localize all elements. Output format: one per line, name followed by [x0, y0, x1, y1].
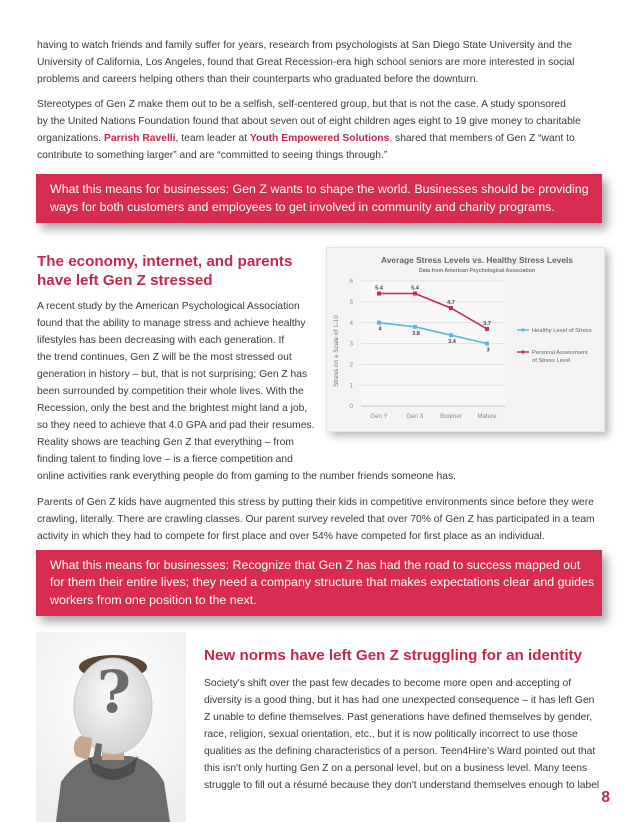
text-line: Parents of Gen Z kids have augmented this stress by putting their kids in competitive environments since before they were — [37, 497, 594, 508]
text-line: A recent study by the American Psychological Association — [37, 301, 300, 312]
text-line: University of California, Los Angeles, found that Great Recession-era high school seniors are more interested in social — [37, 57, 575, 68]
chart-data-label: 3.4 — [448, 339, 456, 346]
chart-y-tick-label: 4 — [349, 319, 353, 327]
callout-line: What this means for businesses: Recognize that Gen Z has had the road to success mapped out — [50, 557, 581, 572]
text-line — [37, 130, 575, 147]
text-line: by the United Nations Foundation found that about seven out of eight children ages eight to 19 give money to charitable — [37, 116, 581, 127]
text-line: online activities rank everything people do from gaming to the number friends someone has. — [37, 471, 456, 482]
text-line: Stereotypes of Gen Z make them out to be a selfish, self-centered group, but that is not the case. A study sponsored — [37, 99, 566, 110]
text-line: Recession, only the best and the brightest might land a job, — [37, 403, 308, 414]
text-line: activity in which they had to compete for first place and over 54% have competed for first place as an individual. — [37, 531, 545, 542]
chart-y-axis-label: Stress on a Scale of 1-10 — [333, 315, 340, 387]
text-line: been surrounded by competition their whole lives. With the — [37, 386, 304, 397]
callout-text — [50, 557, 594, 610]
chart-data-point — [413, 325, 417, 329]
chart-plot-area — [350, 278, 592, 420]
text-line: generation in history – but, that is not surprising; Gen Z has — [37, 369, 308, 380]
callout-line: workers from one position to the next. — [50, 592, 257, 607]
chart-legend-label: Personal Assessment of Stress Level — [532, 350, 588, 364]
chart-data-point — [485, 327, 489, 331]
text-line: diversity is a good thing, but it has had one unexpected consequence – it has left Gen — [204, 695, 595, 706]
stress-chart-svg — [327, 248, 604, 431]
text-line: contribute to something larger” and are “committed to seeing things through.” — [37, 150, 388, 161]
chart-legend-label: Healthy Level of Stress — [532, 328, 592, 334]
chart-data-point — [449, 333, 453, 337]
chart-y-tick-label: 1 — [349, 382, 353, 390]
callout-line: What this means for businesses: Gen Z wants to shape the world. Businesses should be providing — [50, 181, 589, 196]
stress-chart — [326, 247, 605, 432]
chart-data-label: 5.4 — [375, 285, 383, 292]
text-segment: organizations. — [37, 133, 104, 144]
callout-text — [50, 181, 589, 216]
callout-line: for them their entire lives; they need a company structure that makes expectations clear and guides — [50, 575, 595, 590]
text-line: so they need to achieve that 4.0 GPA and pad their resumes. — [37, 420, 315, 431]
chart-y-tick-label: 2 — [349, 361, 353, 369]
chart-subtitle: Data from American Psychological Association — [418, 268, 536, 274]
chart-data-point — [377, 321, 381, 325]
chart-y-tick-label: 0 — [349, 403, 353, 411]
chart-y-tick-label: 6 — [349, 278, 353, 286]
text-segment: , team leader at — [175, 133, 250, 144]
callout-line: ways for both customers and employees to get involved in community and charity programs. — [50, 199, 555, 214]
chart-x-tick-label: Gen X — [406, 413, 424, 420]
chart-y-tick-label: 5 — [349, 299, 353, 307]
chart-data-label: 5.4 — [411, 285, 419, 292]
chart-data-label: 3.8 — [412, 330, 420, 337]
chart-x-tick-label: Mature — [477, 413, 497, 420]
text-line: finding talent to finding love – is a fierce competition and — [37, 454, 293, 465]
chart-data-label: 3 — [486, 347, 490, 354]
text-line: Z unable to define themselves. Past generations have defined themselves by gender, — [204, 712, 593, 723]
chart-data-point — [485, 342, 489, 346]
text-line: Reality shows are teaching Gen Z that everything – from — [37, 437, 294, 448]
callout-box — [36, 550, 602, 616]
chart-y-tick-label: 3 — [349, 340, 353, 348]
organization-name: Youth Empowered Solutions — [249, 133, 390, 144]
chart-legend-marker — [522, 329, 525, 332]
question-mark-glyph: ? — [97, 658, 131, 726]
text-line: this isn't only hurting Gen Z on a personal level, but on a business level. Many teens — [204, 763, 588, 774]
chart-x-tick-label: Boomer — [440, 413, 462, 420]
callout-box — [36, 174, 602, 223]
text-line: race, religion, sexual orientation, etc., but it is now politically incorrect to use those — [204, 729, 578, 740]
text-line: struggle to fill out a résumé because they don't understand themselves enough to label — [204, 780, 600, 791]
chart-legend-marker — [522, 351, 525, 354]
chart-data-point — [413, 292, 417, 296]
section-heading: New norms have left Gen Z struggling for an identity — [204, 647, 583, 664]
chart-x-tick-label: Gen Y — [370, 413, 388, 420]
chart-data-label: 3.7 — [483, 320, 491, 327]
text-line: the trend continues, Gen Z will be the most stressed out — [37, 352, 292, 363]
heading-line: The economy, internet, and parents — [37, 253, 293, 270]
text-line: qualities as the defining characteristics of a person. Teen4Hire's Ward pointed out that — [204, 746, 596, 757]
chart-data-label: 4.7 — [447, 300, 455, 307]
text-line: problems and careers helping others than their counterparts who graduated before the downturn. — [37, 74, 479, 85]
chart-data-label: 4 — [378, 326, 382, 333]
text-line: having to watch friends and family suffer for years, research from psychologists at San Diego State University and the — [37, 40, 572, 51]
text-line: crawling, literally. There are crawling classes. Our parent survey reveled that over 70% of Gen Z has participated in a team — [37, 514, 595, 525]
page-number: 8 — [601, 789, 610, 806]
chart-data-point — [449, 306, 453, 310]
question-mark-person-image — [36, 632, 186, 822]
text-line: found that the ability to manage stress and achieve healthy — [37, 318, 306, 329]
person-name: Parrish Ravelli — [103, 133, 176, 144]
chart-data-point — [377, 292, 381, 296]
heading-line: have left Gen Z stressed — [37, 272, 213, 289]
chart-title: Average Stress Levels vs. Healthy Stress Levels — [381, 255, 573, 265]
text-segment: , shared that members of Gen Z “want to — [389, 133, 575, 144]
text-line: Society's shift over the past few decades to become more open and accepting of — [204, 678, 572, 689]
section-heading — [37, 252, 292, 290]
text-line: lifestyles has been decreasing with each generation. If — [37, 335, 285, 346]
